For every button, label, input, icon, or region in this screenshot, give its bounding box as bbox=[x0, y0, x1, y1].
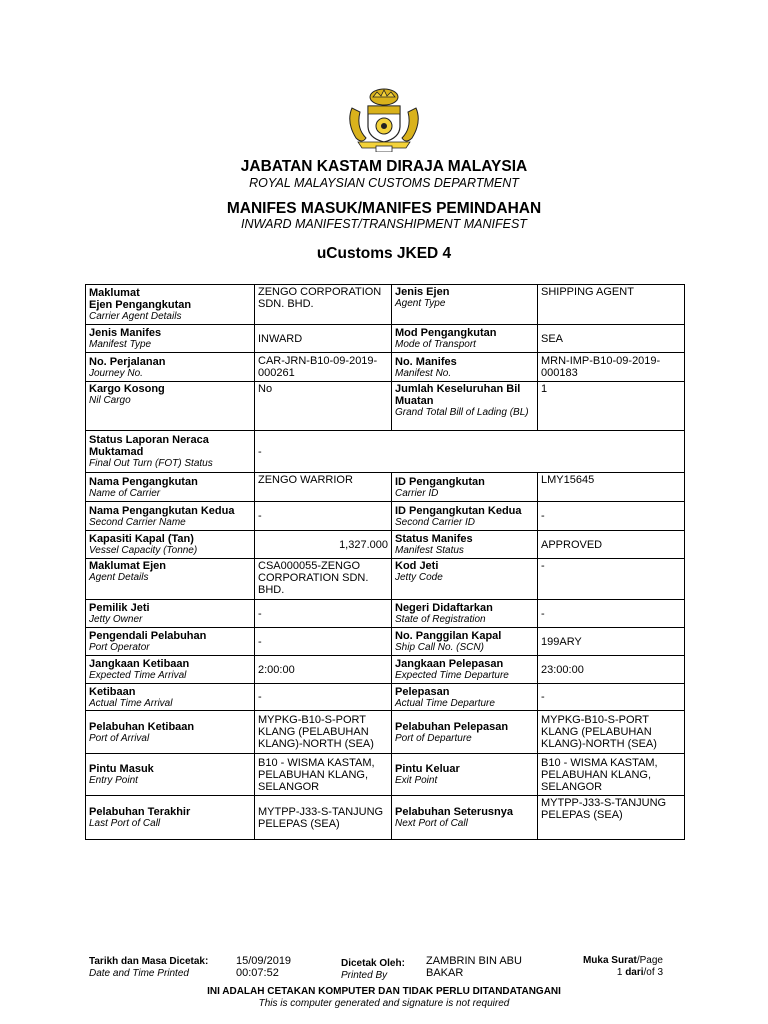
field-label-english: Second Carrier Name bbox=[89, 516, 186, 528]
field-label bbox=[86, 656, 255, 684]
department-name: JABATAN KASTAM DIRAJA MALAYSIA bbox=[240, 158, 528, 175]
table-row bbox=[86, 559, 685, 600]
field-value bbox=[255, 559, 392, 600]
field-label bbox=[392, 531, 538, 559]
field-label-english: Grand Total Bill of Lading (BL) bbox=[395, 407, 529, 418]
table-row bbox=[86, 684, 685, 711]
field-label-english: Actual Time Departure bbox=[395, 697, 495, 709]
field-label-english: Port of Departure bbox=[395, 732, 472, 744]
field-value bbox=[538, 382, 685, 431]
field-label-english: Port Operator bbox=[89, 642, 150, 653]
field-label-english: Ship Call No. (SCN) bbox=[395, 642, 484, 653]
table-row bbox=[86, 711, 685, 754]
page-label-english: /Page bbox=[636, 955, 663, 966]
value-text: No bbox=[258, 383, 273, 395]
field-label-malay: Pintu Keluar bbox=[395, 763, 460, 775]
notice-malay: INI ADALAH CETAKAN KOMPUTER DAN TIDAK PERLU DITANDATANGANI bbox=[207, 986, 561, 997]
field-value bbox=[255, 382, 392, 431]
value-text: ZENGO WARRIOR bbox=[258, 474, 353, 486]
printed-by-name-line1: ZAMBRIN BIN ABU bbox=[426, 955, 522, 967]
field-label-english: Last Port of Call bbox=[89, 818, 161, 829]
printed-date-label-malay: Tarikh dan Masa Dicetak: bbox=[89, 956, 209, 967]
printed-date-label-english: Date and Time Printed bbox=[89, 967, 189, 979]
field-label-malay: Pelabuhan Ketibaan bbox=[89, 720, 195, 733]
printed-date: 15/09/2019 bbox=[236, 955, 292, 967]
field-label-english: Expected Time Departure bbox=[395, 670, 509, 681]
value-text: - bbox=[541, 691, 545, 703]
value-text: CAR-JRN-B10-09-2019-000261 bbox=[258, 355, 378, 379]
value-text: 1 bbox=[541, 383, 548, 395]
field-value bbox=[255, 431, 685, 473]
field-value bbox=[538, 502, 685, 531]
value-text: MYTPP-J33-S-TANJUNG PELEPAS (SEA) bbox=[258, 805, 384, 830]
field-label bbox=[392, 559, 538, 600]
field-label-malay: Kargo Kosong bbox=[89, 383, 165, 395]
printed-by-label bbox=[341, 958, 405, 981]
table-row bbox=[86, 285, 685, 325]
value-text: 1,327.000 bbox=[339, 538, 388, 551]
printed-by-name-line2: BAKAR bbox=[426, 966, 464, 979]
field-value bbox=[538, 684, 685, 711]
field-label bbox=[86, 325, 255, 353]
field-label-malay: Negeri Didaftarkan bbox=[395, 602, 493, 614]
value-text: ZENGO CORPORATION SDN. BHD. bbox=[258, 286, 382, 310]
field-value bbox=[538, 600, 685, 628]
manifest-details-table bbox=[85, 284, 685, 840]
value-text: MYPKG-B10-S-PORT KLANG (PELABUHAN KLANG)-NORTH (SEA) bbox=[541, 714, 657, 750]
value-text: - bbox=[258, 510, 262, 522]
field-label-english: Carrier ID bbox=[395, 487, 439, 499]
field-label-malay: ID Pengangkutan Kedua bbox=[395, 504, 522, 517]
field-value bbox=[255, 473, 392, 502]
field-label-malay: No. Perjalanan bbox=[89, 355, 166, 368]
field-label bbox=[86, 353, 255, 382]
printed-by-label-malay: Dicetak Oleh: bbox=[341, 958, 405, 969]
field-label-malay: Jenis Manifes bbox=[89, 327, 162, 339]
field-value bbox=[255, 325, 392, 353]
field-label-english: Manifest Type bbox=[89, 339, 152, 350]
field-label-english: Manifest Status bbox=[395, 545, 464, 556]
document-title: MANIFES MASUK/MANIFES PEMINDAHAN bbox=[226, 200, 542, 217]
field-label-malay: Jenis Ejen bbox=[395, 286, 450, 298]
printed-date-label bbox=[89, 956, 208, 979]
field-value bbox=[538, 796, 685, 840]
value-text: - bbox=[541, 607, 545, 620]
field-label bbox=[392, 353, 538, 382]
field-value bbox=[255, 754, 392, 796]
field-label-english: Journey No. bbox=[89, 367, 143, 379]
field-label-english: Jetty Code bbox=[395, 572, 443, 583]
field-label bbox=[86, 382, 255, 431]
value-text: - bbox=[258, 691, 262, 703]
value-text: MRN-IMP-B10-09-2019-000183 bbox=[541, 355, 661, 379]
field-value bbox=[255, 796, 392, 840]
field-label bbox=[392, 656, 538, 684]
field-value bbox=[255, 531, 392, 559]
table-row bbox=[86, 473, 685, 502]
document-title-english: INWARD MANIFEST/TRANSHIPMENT MANIFEST bbox=[241, 217, 527, 231]
field-label bbox=[392, 325, 538, 353]
field-label-english: Final Out Turn (FOT) Status bbox=[89, 458, 213, 469]
field-label-malay: Kod Jeti bbox=[395, 560, 439, 572]
field-value bbox=[255, 628, 392, 656]
field-label bbox=[86, 431, 255, 473]
value-text: B10 - WISMA KASTAM, PELABUHAN KLANG, SELANGOR bbox=[258, 756, 375, 793]
value-text: SHIPPING AGENT bbox=[541, 286, 634, 298]
field-label-english: Entry Point bbox=[89, 775, 138, 786]
field-label-english: Actual Time Arrival bbox=[89, 697, 173, 709]
field-label-malay: Pelabuhan Pelepasan bbox=[395, 720, 509, 733]
field-label-malay: No. Panggilan Kapal bbox=[395, 630, 502, 642]
field-label-malay: Jumlah Keseluruhan Bil Muatan bbox=[395, 383, 521, 407]
field-label bbox=[86, 796, 255, 840]
printed-date-value bbox=[236, 956, 291, 979]
field-value bbox=[255, 656, 392, 684]
printed-time: 00:07:52 bbox=[236, 966, 279, 979]
field-label bbox=[392, 382, 538, 431]
field-value bbox=[538, 353, 685, 382]
value-text: - bbox=[541, 560, 545, 572]
field-label bbox=[86, 684, 255, 711]
field-value bbox=[255, 684, 392, 711]
value-text: MYTPP-J33-S-TANJUNG PELEPAS (SEA) bbox=[541, 797, 667, 821]
field-label bbox=[86, 628, 255, 656]
field-label bbox=[392, 711, 538, 754]
field-label-english: Agent Type bbox=[395, 298, 446, 309]
field-label bbox=[86, 754, 255, 796]
table-row bbox=[86, 502, 685, 531]
field-value bbox=[538, 559, 685, 600]
field-value bbox=[538, 285, 685, 325]
value-text: 199ARY bbox=[541, 635, 582, 648]
form-code: uCustoms JKED 4 bbox=[316, 245, 452, 262]
field-label-english: Jetty Owner bbox=[89, 614, 143, 625]
field-label-malay: Pintu Masuk bbox=[89, 763, 154, 775]
field-value bbox=[538, 325, 685, 353]
field-label-malay: Pelepasan bbox=[395, 685, 450, 698]
value-text: - bbox=[258, 635, 262, 648]
page-total: 3 bbox=[657, 966, 663, 978]
field-label-english: Name of Carrier bbox=[89, 487, 161, 499]
page-number: 1 bbox=[616, 966, 623, 978]
field-label-english: Vessel Capacity (Tonne) bbox=[89, 545, 198, 556]
field-label bbox=[392, 285, 538, 325]
field-value bbox=[255, 285, 392, 325]
table-row bbox=[86, 382, 685, 431]
table-row bbox=[86, 353, 685, 382]
field-label bbox=[86, 285, 255, 325]
value-text: SEA bbox=[541, 332, 564, 345]
field-value bbox=[538, 754, 685, 796]
table-row bbox=[86, 600, 685, 628]
field-label-malay: Ketibaan bbox=[89, 685, 136, 698]
field-label bbox=[86, 473, 255, 502]
value-text: INWARD bbox=[258, 332, 303, 345]
field-label-english: Agent Details bbox=[89, 572, 149, 583]
field-label-english: Exit Point bbox=[395, 775, 438, 786]
field-value bbox=[538, 531, 685, 559]
printed-by-label-english: Printed By bbox=[341, 969, 388, 981]
field-label-malay: Kapasiti Kapal (Tan) bbox=[89, 533, 194, 545]
table-row bbox=[86, 754, 685, 796]
field-label bbox=[392, 796, 538, 840]
table-row bbox=[86, 656, 685, 684]
table-row bbox=[86, 796, 685, 840]
field-value bbox=[255, 502, 392, 531]
field-label bbox=[86, 559, 255, 600]
field-label-malay: Jangkaan Ketibaan bbox=[89, 658, 190, 670]
field-label bbox=[392, 754, 538, 796]
field-label-malay: Maklumat Ejen bbox=[89, 560, 167, 572]
field-value bbox=[255, 600, 392, 628]
field-label-malay: Jangkaan Pelepasan bbox=[395, 658, 504, 670]
field-label bbox=[86, 600, 255, 628]
page-label-malay: Muka Surat bbox=[582, 955, 637, 966]
field-label-malay: Pemilik Jeti bbox=[89, 602, 150, 614]
field-label-malay: Pelabuhan Seterusnya bbox=[395, 806, 513, 818]
table-row bbox=[86, 531, 685, 559]
value-text: - bbox=[541, 510, 545, 522]
value-text: 2:00:00 bbox=[258, 663, 295, 676]
field-label-malay: No. Manifes bbox=[395, 355, 457, 368]
field-label bbox=[392, 628, 538, 656]
table-row bbox=[86, 325, 685, 353]
field-label-english: Next Port of Call bbox=[395, 818, 468, 829]
field-label-malay: Pengendali Pelabuhan bbox=[89, 630, 207, 642]
field-label bbox=[86, 531, 255, 559]
field-label-english: Port of Arrival bbox=[89, 732, 150, 744]
printed-by-value bbox=[426, 956, 522, 979]
field-label-english: Manifest No. bbox=[395, 367, 452, 379]
field-label-malay: Status Manifes bbox=[395, 533, 473, 545]
field-value bbox=[255, 711, 392, 754]
notice-english: This is computer generated and signature is not required bbox=[258, 997, 510, 1009]
value-text: - bbox=[258, 607, 262, 620]
field-label-english: Carrier Agent Details bbox=[89, 311, 182, 322]
table-row bbox=[86, 628, 685, 656]
field-label bbox=[392, 473, 538, 502]
field-label-english: State of Registration bbox=[395, 614, 486, 625]
value-text: APPROVED bbox=[541, 538, 603, 551]
page-indicator bbox=[575, 955, 663, 978]
value-text: - bbox=[258, 445, 262, 458]
field-label-malay: Mod Pengangkutan bbox=[395, 327, 497, 339]
field-label-english: Second Carrier ID bbox=[395, 516, 476, 528]
field-value bbox=[538, 711, 685, 754]
field-label-malay: Status Laporan Neraca Muktamad bbox=[89, 434, 209, 458]
computer-generated-notice bbox=[0, 986, 768, 1009]
field-label bbox=[392, 600, 538, 628]
page-of-malay: dari bbox=[625, 966, 644, 978]
field-label-malay: Pelabuhan Terakhir bbox=[89, 806, 191, 818]
field-label-english: Mode of Transport bbox=[395, 339, 476, 350]
field-value bbox=[538, 473, 685, 502]
value-text: 23:00:00 bbox=[541, 663, 584, 676]
field-value bbox=[538, 628, 685, 656]
value-text: LMY15645 bbox=[541, 474, 595, 486]
value-text: B10 - WISMA KASTAM, PELABUHAN KLANG, SELANGOR bbox=[541, 756, 658, 793]
field-label-malay: Nama Pengangkutan bbox=[89, 475, 198, 488]
field-label-malay: Nama Pengangkutan Kedua bbox=[89, 504, 235, 517]
department-name-english: ROYAL MALAYSIAN CUSTOMS DEPARTMENT bbox=[249, 176, 519, 190]
field-label-malay: ID Pengangkutan bbox=[395, 475, 485, 488]
field-label-english: Expected Time Arrival bbox=[89, 670, 187, 681]
field-value bbox=[538, 656, 685, 684]
field-label bbox=[392, 684, 538, 711]
field-label-malay: Maklumat Ejen Pengangkutan bbox=[89, 287, 192, 311]
field-label bbox=[86, 502, 255, 531]
value-text: MYPKG-B10-S-PORT KLANG (PELABUHAN KLANG)-NORTH (SEA) bbox=[258, 714, 374, 750]
field-label bbox=[86, 711, 255, 754]
field-label-english: Nil Cargo bbox=[89, 395, 131, 406]
table-row bbox=[86, 431, 685, 473]
page-of-english: /of bbox=[643, 966, 655, 978]
value-text: CSA000055-ZENGO CORPORATION SDN. BHD. bbox=[258, 560, 369, 596]
field-label bbox=[392, 502, 538, 531]
field-value bbox=[255, 353, 392, 382]
coat-of-arms-crest-icon bbox=[332, 86, 436, 152]
